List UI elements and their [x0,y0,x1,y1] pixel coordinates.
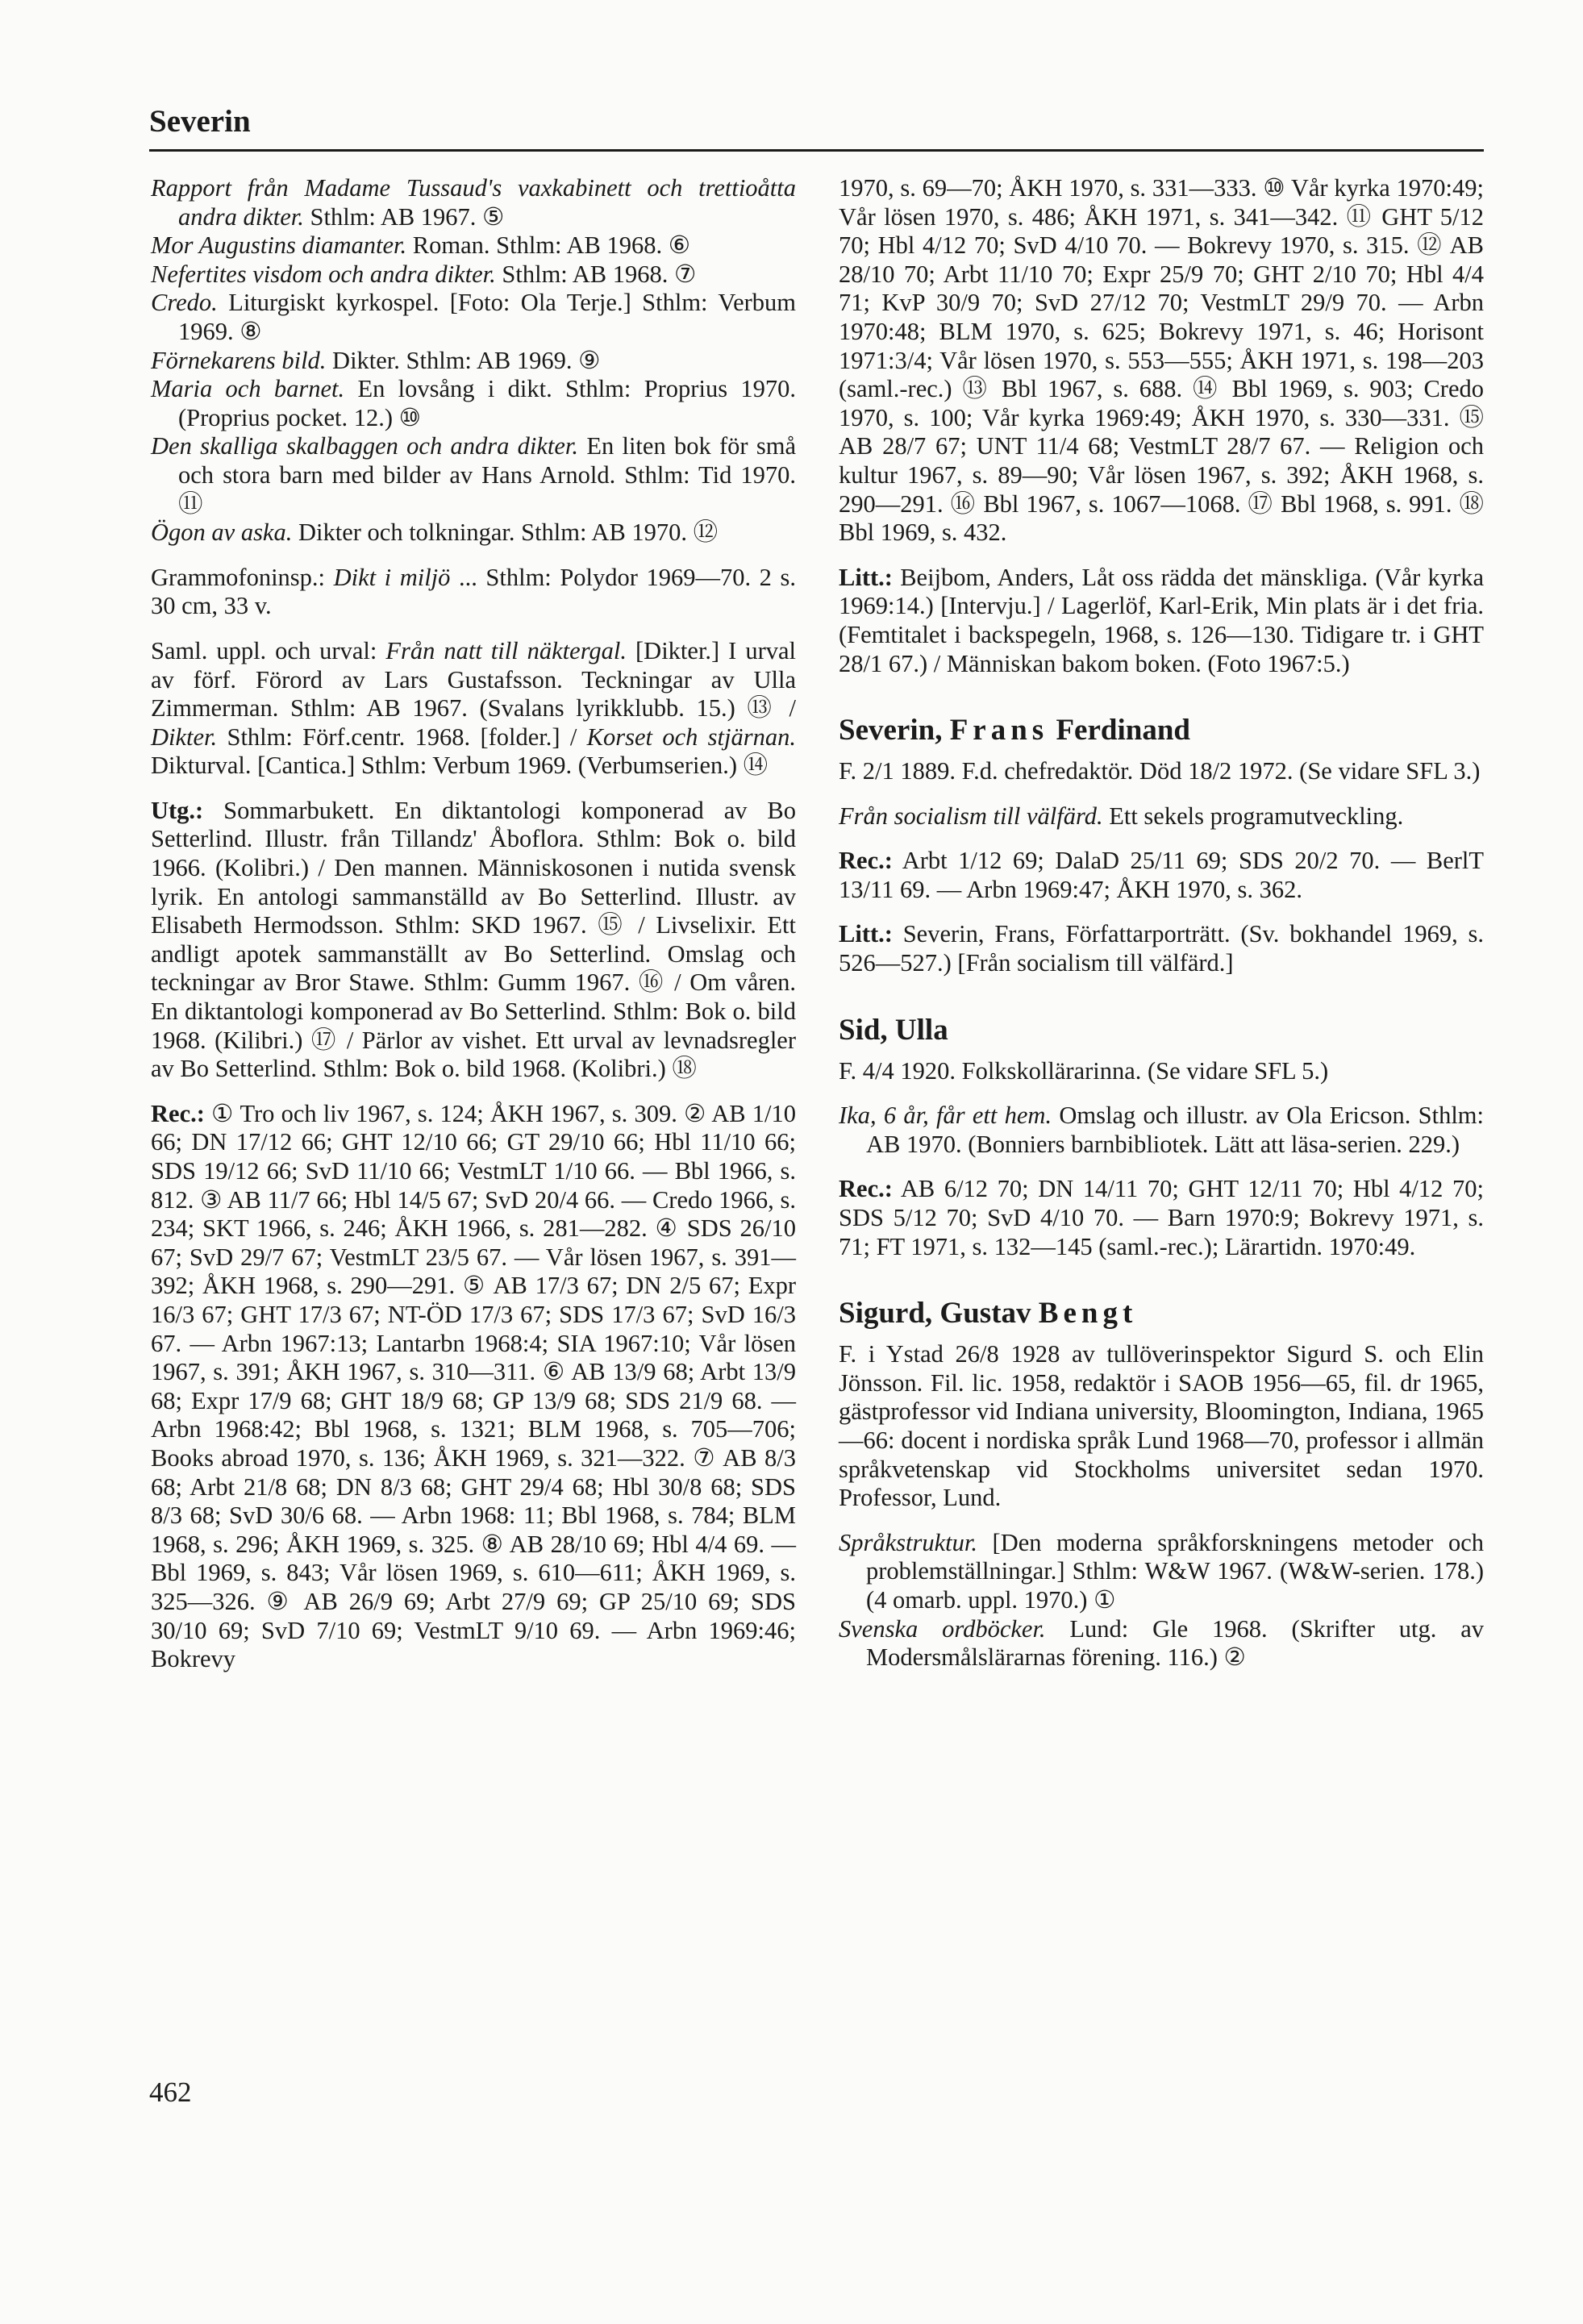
author-heading: Sid, Ulla [839,1013,948,1047]
page-number: 462 [149,2076,192,2108]
running-header: Severin [149,104,251,139]
rec-entry: Rec.: ① Tro och liv 1967, s. 124; ÅKH 1967, s. 309. ② AB 1/10 66; DN 17/12 66; GHT 12/10 66; GT 29/10 66; Hbl 11/10 66; SDS 19/12 66; SvD 11/10 66; VestmLT 1/10 66. — Bbl 1966, s. 812. ③ AB 11/7 66; Hbl 14/5 67; SvD 20/4 66. — Credo 1966, s. 234; SKT 1966, s. 246; ÅKH 1966, s. 281—282. ④ SDS 26/10 67; SvD 29/7 67; VestmLT 23/5 67. — Vår lösen 1967, s. 391—392; ÅKH 1968, s. 290—291. ⑤ AB 17/3 67; DN 2/5 67; Expr 16/3 67; GHT 17/3 67; NT-ÖD 17/3 67; SDS 17/3 67; SvD 16/3 67. — Arbn 1967:13; Lantarbn 1968:4; SIA 1967:10; Vår lösen 1967, s. 391; ÅKH 1967, s. 310—311. ⑥ AB 13/9 68; Arbt 13/9 68; Expr 17/9 68; GHT 18/9 68; GP 13/9 68; SDS 21/9 68. — Arbn 1968:42; Bbl 1968, s. 1321; BLM 1968, s. 705—706; Books abroad 1970, s. 136; ÅKH 1969, s. 321—322. ⑦ AB 8/3 68; Arbt 21/8 68; DN 8/3 68; GHT 29/4 68; Hbl 30/8 68; SDS 8/3 68; SvD 30/6 68. — Arbn 1968: 11; Bbl 1968, s. 784; BLM 1968, s. 296; ÅKH 1969, s. 325. ⑧ AB 28/10 69; Hbl 4/4 69. — Bbl 1969, s. 843; Vår lösen 1969, s. 610—611; ÅKH 1969, s. 325—326. ⑨ AB 26/9 69; Arbt 27/9 69; GP 25/10 69; SDS 30/10 69; SvD 7/10 69; VestmLT 9/10 69. — Arbn 1969:46; Bokrevy [151,1099,796,1673]
work-entry: Rapport från Madame Tussaud's vaxkabinett och trettioåtta andra dikter. Sthlm: AB 1967. ⑤ [151,174,796,231]
bio-text: F. 2/1 1889. F.d. chefredaktör. Död 18/2 1972. (Se vidare SFL 3.) [839,757,1481,785]
bio-text: F. i Ystad 26/8 1928 av tullöverinspektor Sigurd S. och Elin Jönsson. Fil. lic. 1958, redaktör i SAOB 1956—65, fil. dr 1965, gästprofessor vid Indiana university, Bloomington, Indiana, 1965—66: docent i nordiska språk Lund 1968—70, professor i allmän språkvetenskap vid Stockholms universitet sedan 1970. Professor, Lund. [839,1340,1484,1512]
rec-entry: Rec.: Arbt 1/12 69; DalaD 25/11 69; SDS 20/2 70. — BerlT 13/11 69. — Arbn 1969:47; ÅKH 1970, s. 362. [839,847,1484,903]
work-entry: Språkstruktur. [Den moderna språkforskningens metoder och problemställningar.] Sthlm: W&W 1967. (W&W-serien. 178.) (4 omarb. uppl. 1970.) ① [839,1528,1484,1614]
work-entry: Ika, 6 år, får ett hem. Omslag och illustr. av Ola Ericson. Sthlm: AB 1970. (Bonniers barnbibliotek. Lätt att läsa-serien. 229.) [839,1102,1484,1158]
author-heading: Sigurd, Gustav Bengt [839,1297,1138,1331]
work-entry: Nefertites visdom och andra dikter. Sthlm: AB 1968. ⑦ [151,260,697,288]
rec-entry: Rec.: AB 6/12 70; DN 14/11 70; GHT 12/11 70; Hbl 4/12 70; SDS 5/12 70; SvD 4/10 70. — Barn 1970:9; Bokrevy 1971, s. 71; FT 1971, s. 132—145 (saml.-rec.); Lärartidn. 1970:49. [839,1175,1484,1260]
bio-text: F. 4/4 1920. Folkskollärarinna. (Se vidare SFL 5.) [839,1056,1329,1085]
header-rule [149,149,1484,152]
work-entry: Förnekarens bild. Dikter. Sthlm: AB 1969. ⑨ [151,346,601,374]
saml-entry: Saml. uppl. och urval: Från natt till näktergal. [Dikter.] I urval av förf. Förord av Lars Gustafsson. Teckningar av Ulla Zimmerman. Sthlm: AB 1967. (Svalans lyrikklubb. 15.) ⑬ / Dikter. Sthlm: Förf.centr. 1968. [folder.] / Korset och stjärnan. Dikturval. [Cantica.] Sthlm: Verbum 1969. (Verbumserien.) ⑭ [151,636,797,780]
work-entry: Den skalliga skalbaggen och andra dikter. En liten bok för små och stora barn med bilder av Hans Arnold. Sthlm: Tid 1970. ⑪ [151,432,796,518]
work-entry: Svenska ordböcker. Lund: Gle 1968. (Skrifter utg. av Modersmålslärarnas förening. 116.) ② [839,1614,1484,1672]
litt-entry: Litt.: Beijbom, Anders, Låt oss rädda det mänskliga. (Vår kyrka 1969:14.) [Intervju.] / Lagerlöf, Karl-Erik, Min plats är i det fria. (Femtitalet i backspegeln, 1968, s. 126—130. Tidigare tr. i GHT 28/1 67.) / Människan bakom boken. (Foto 1967:5.) [839,563,1484,677]
left-column [151,174,796,1674]
rec-continued: 1970, s. 69—70; ÅKH 1970, s. 331—333. ⑩ Vår kyrka 1970:49; Vår lösen 1970, s. 486; ÅKH 1971, s. 341—342. ⑪ GHT 5/12 70; Hbl 4/12 70; SvD 4/10 70. — Bokrevy 1970, s. 315. ⑫ AB 28/10 70; Arbt 11/10 70; Expr 25/9 70; GHT 2/10 70; Hbl 4/4 71; KvP 30/9 70; SvD 27/12 70; VestmLT 29/9 70. — Arbn 1970:48; BLM 1970, s. 625; Bokrevy 1971, s. 46; Horisont 1971:3/4; Vår lösen 1970, s. 553—555; ÅKH 1971, s. 198—203 (saml.-rec.) ⑬ Bbl 1967, s. 688. ⑭ Bbl 1969, s. 903; Credo 1970, s. 100; Vår kyrka 1969:49; ÅKH 1970, s. 330—331. ⑮ AB 28/7 67; UNT 11/4 68; VestmLT 28/7 67. — Religion och kultur 1967, s. 89—90; Vår lösen 1967, s. 392; ÅKH 1968, s. 290—291. ⑯ Bbl 1967, s. 1067—1068. ⑰ Bbl 1968, s. 991. ⑱ Bbl 1969, s. 432. [839,174,1484,547]
work-entry: Maria och barnet. En lovsång i dikt. Sthlm: Proprius 1970. (Proprius pocket. 12.) ⑩ [151,375,796,431]
utg-entry: Utg.: Sommarbukett. En diktantologi komponerad av Bo Setterlind. Illustr. från Tillandz' Åboflora. Sthlm: Bok o. bild 1966. (Kolibri.) / Den mannen. Människosonen i nutida svensk lyrik. En antologi sammanställd av Bo Setterlind. Illustr. av Elisabeth Hermodsson. Sthlm: SKD 1967. ⑮ / Livselixir. Ett andligt apotek sammanställt av Bo Setterlind. Omslag och teckningar av Bror Stawe. Sthlm: Gumm 1967. ⑯ / Om våren. En diktantologi komponerad av Bo Setterlind. Sthlm: Bok o. bild 1968. (Kilibri.) ⑰ / Pärlor av vishet. Ett urval av levnadsregler av Bo Setterlind. Sthlm: Bok o. bild 1968. (Kolibri.) ⑱ [151,796,796,1083]
litt-entry: Litt.: Severin, Frans, Författarporträtt. (Sv. bokhandel 1969, s. 526—527.) [Från socialism till välfärd.] [839,920,1484,977]
right-column [839,174,1484,1672]
grammofon-entry: Grammofoninsp.: Dikt i miljö ... Sthlm: Polydor 1969—70. 2 s. 30 cm, 33 v. [151,563,796,620]
work-entry: Från socialism till välfärd. Ett sekels programutveckling. [839,802,1404,830]
author-heading: Severin, Frans Ferdinand [839,714,1190,748]
work-entry: Credo. Liturgiskt kyrkospel. [Foto: Ola Terje.] Sthlm: Verbum 1969. ⑧ [151,289,796,345]
work-entry: Ögon av aska. Dikter och tolkningar. Sthlm: AB 1970. ⑫ [151,519,719,547]
work-entry: Mor Augustins diamanter. Roman. Sthlm: AB 1968. ⑥ [151,231,691,260]
